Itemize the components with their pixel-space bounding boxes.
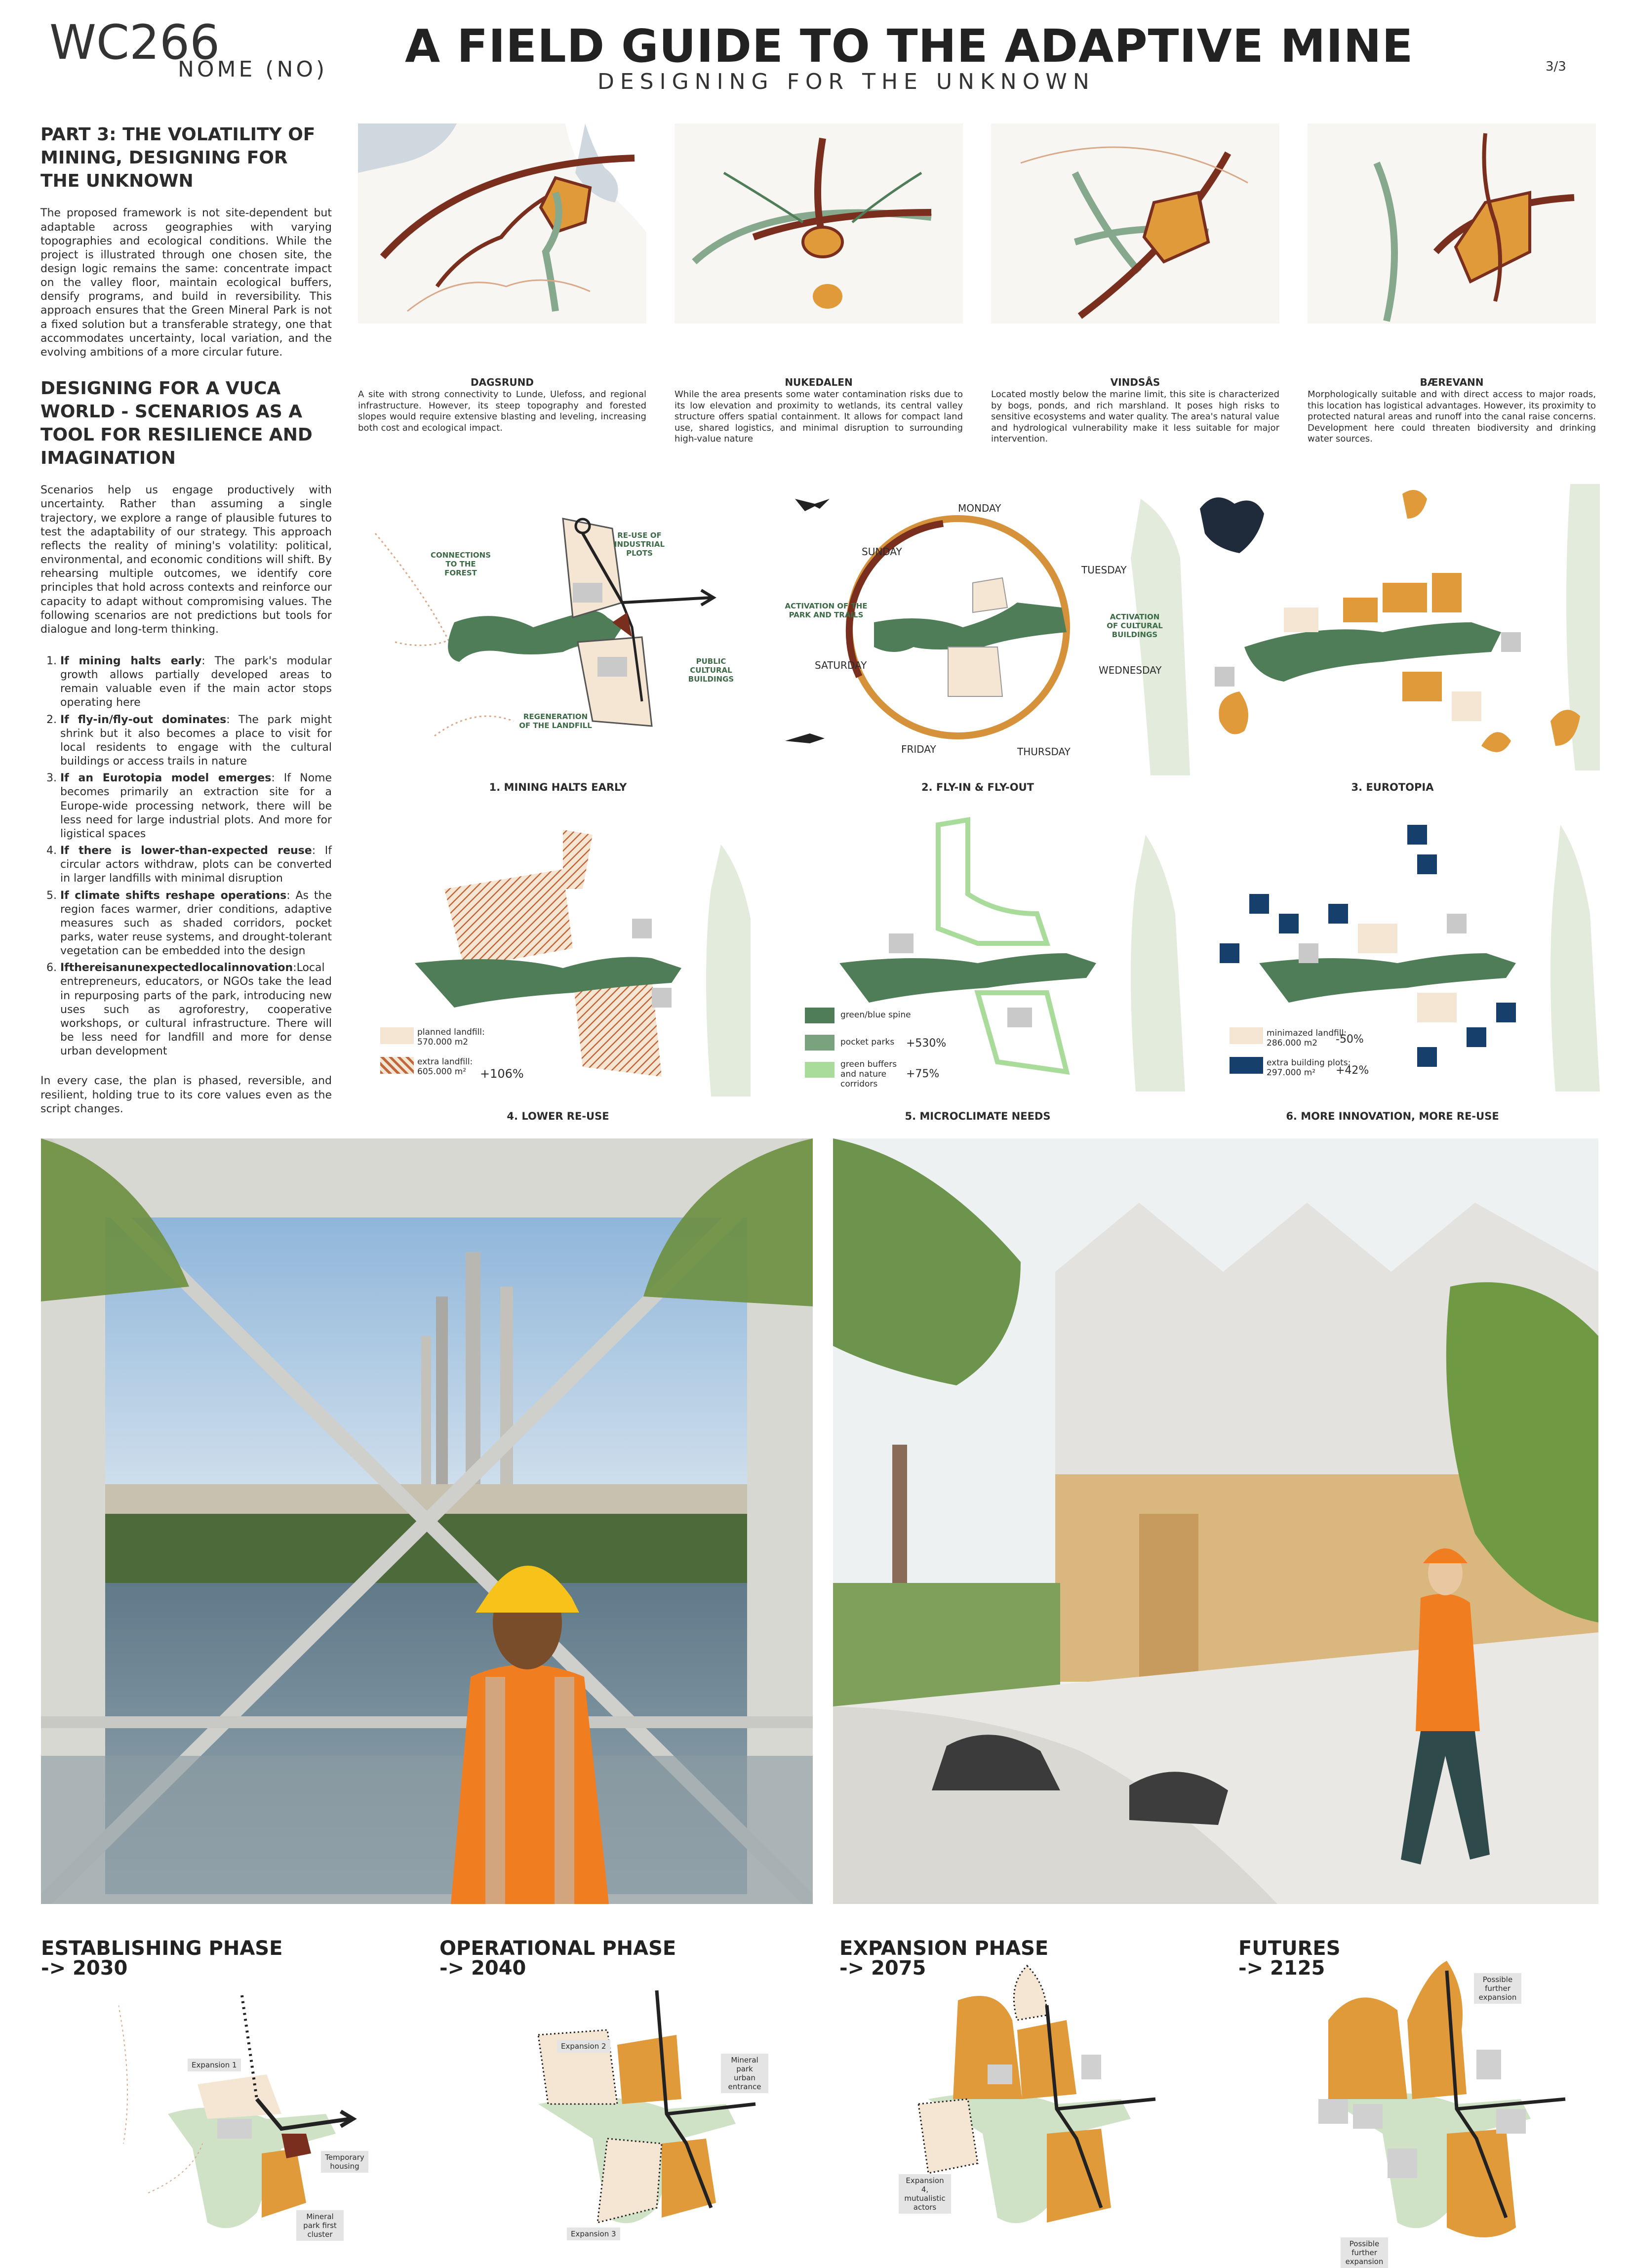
page-title: A FIELD GUIDE TO THE ADAPTIVE MINE <box>405 20 1414 73</box>
site-map-nukedalen <box>675 123 963 324</box>
legend-extra-plots: extra building plots: 297.000 m² <box>1267 1058 1351 1078</box>
legend-planned-landfill: planned landfill: 570.000 m2 <box>417 1027 485 1047</box>
phase-2-label-expansion2: Expansion 2 <box>557 2040 610 2053</box>
legend-swatch-buffers <box>805 1062 834 1078</box>
day-wednesday: WEDNESDAY <box>1099 664 1162 676</box>
scenario-3-diagram <box>1195 484 1600 770</box>
scenario-3-label: 3. EUROTOPIA <box>1351 781 1434 793</box>
phase-4-diagram <box>1299 1951 1605 2257</box>
site-desc-vindsas: Located mostly below the marine limit, this site is characterized by bogs, ponds, and rich marshland. It poses high risks to sensitive ecosystems and water quality. The area's natural value and hydrological vulnerability make it less suitable for major intervention. <box>991 389 1279 444</box>
phase-2-diagram <box>518 1976 795 2257</box>
phase-2-title: OPERATIONAL PHASE -> 2040 <box>439 1937 676 1980</box>
list-item: 1. If mining halts early: The park's modular growth allows partially developed areas to remain valuable even if the main actor stops operating here <box>60 654 332 710</box>
legend-swatch-planned <box>380 1027 414 1044</box>
scenario-4-diagram <box>375 820 751 1096</box>
scenario-list <box>40 654 332 1058</box>
legend-buffers: green buffers and nature corridors <box>840 1059 897 1089</box>
day-tuesday: TUESDAY <box>1081 564 1127 576</box>
s2-annotation-cultural: ACTIVATION OF CULTURAL BUILDINGS <box>1107 612 1163 639</box>
phase-4-label-expansion-south: Possible further expansion <box>1341 2237 1388 2268</box>
legend-swatch-extra <box>380 1057 414 1074</box>
render-workshop-building <box>833 1138 1598 1904</box>
phase-3-label-expansion4: Expansion 4, mutualistic actors <box>899 2174 951 2214</box>
day-sunday: SUNDAY <box>862 546 902 558</box>
scenario-5-label: 5. MICROCLIMATE NEEDS <box>905 1110 1051 1122</box>
part-heading: PART 3: THE VOLATILITY OF MINING, DESIGNING FOR THE UNKNOWN <box>40 124 316 191</box>
site-title-dagsrund: DAGSRUND <box>471 376 534 388</box>
day-thursday: THURSDAY <box>1017 746 1071 758</box>
phase-2-label-expansion3: Expansion 3 <box>567 2228 620 2240</box>
scenario-2-label: 2. FLY-IN & FLY-OUT <box>921 781 1034 793</box>
list-item: 5. If climate shifts reshape operations: As the region faces warmer, drier conditions, adaptive measures such as shaded corridors, pocket parks, water reuse systems, and drought-tolerant vegetation can be embedded into the design <box>60 889 332 959</box>
page-number: 3/3 <box>1546 59 1566 74</box>
legend-swatch-spine <box>805 1008 834 1023</box>
scenario-5-diagram <box>790 815 1185 1092</box>
s1-annotation-cultural: PUBLIC CULTURAL BUILDINGS <box>688 657 734 684</box>
scenario-4-label: 4. LOWER RE-USE <box>507 1110 609 1122</box>
legend-swatch-extra-plots <box>1230 1057 1263 1074</box>
phase-1-label-expansion: Expansion 1 <box>188 2059 241 2071</box>
legend-spine: green/blue spine <box>840 1010 911 1020</box>
day-monday: MONDAY <box>958 502 1001 514</box>
site-desc-baerevann: Morphologically suitable and with direct access to major roads, this location has logistical advantages. However, its proximity to protected natural areas and runoff into the canal raise concerns. Development here could threaten biodiversity and drinking water sources. <box>1308 389 1596 444</box>
closing-paragraph: In every case, the plan is phased, reversible, and resilient, holding true to its core values even as the script changes. <box>40 1075 332 1115</box>
phase-4-label-expansion-north: Possible further expansion <box>1474 1973 1521 2004</box>
project-location: NOME (NO) <box>178 57 328 82</box>
scenario-6-diagram <box>1200 815 1600 1092</box>
scenario-6-label: 6. MORE INNOVATION, MORE RE-USE <box>1286 1110 1499 1122</box>
day-friday: FRIDAY <box>901 743 936 755</box>
site-map-dagsrund <box>358 123 646 324</box>
scenario-1-label: 1. MINING HALTS EARLY <box>489 781 627 793</box>
site-map-vindsas <box>991 123 1279 324</box>
list-item: 2. If fly-in/fly-out dominates: The park might shrink but it also becomes a place to visit for local residents to engage with the cultural buildings or access trails in nature <box>60 713 332 769</box>
vuca-heading: DESIGNING FOR A VUCA WORLD - SCENARIOS AS A TOOL FOR RESILIENCE AND IMAGINATION <box>40 378 313 468</box>
project-code: WC266 <box>49 15 220 70</box>
day-saturday: SATURDAY <box>815 659 867 671</box>
phase-2-label-entrance: Mineral park urban entrance <box>721 2054 768 2093</box>
legend-extra-plots-pct: +42% <box>1336 1064 1369 1077</box>
render-worker-overlook <box>41 1138 813 1904</box>
legend-extra-landfill: extra landfill: 605.000 m² <box>417 1057 473 1077</box>
vuca-paragraph: Scenarios help us engage productively with uncertainty. Rather than assuming a single trajectory, we explore a range of plausible futures to test the adaptability of our strategy. This approach reflects the reality of mining's volatility: political, environmental, and economic conditions will shift. By rehearsing multiple outcomes, we identify core principles that hold across contexts and reinforce our capacity to adapt without compromising values. The following scenarios are not predictions but tools for dialogue and long-term thinking. <box>40 484 332 636</box>
s1-annotation-landfill: REGENERATION OF THE LANDFILL <box>519 712 592 730</box>
page-subtitle: DESIGNING FOR THE UNKNOWN <box>597 69 1095 94</box>
site-desc-nukedalen: While the area presents some water contamination risks due to its low elevation and proximity to wetlands, its central valley structure offers spatial containment. It allows for compact land use, shared logistics, and minimal disruption to surrounding high-value nature <box>675 389 963 444</box>
phase-1-title: ESTABLISHING PHASE -> 2030 <box>41 1937 283 1980</box>
legend-extra-pct: +106% <box>480 1067 524 1081</box>
text-column <box>40 123 332 1116</box>
s2-annotation-park: ACTIVATION OF THE PARK AND TRAILS <box>785 602 868 619</box>
s1-annotation-industrial: RE-USE OF INDUSTRIAL PLOTS <box>614 531 665 558</box>
site-title-baerevann: BÆREVANN <box>1420 376 1484 388</box>
phase-1-label-cluster: Mineral park first cluster <box>296 2210 344 2241</box>
phase-4-title: FUTURES -> 2125 <box>1238 1937 1341 1980</box>
s1-annotation-forest: CONNECTIONS TO THE FOREST <box>430 551 491 577</box>
site-title-vindsas: VINDSÅS <box>1110 376 1160 388</box>
site-title-nukedalen: NUKEDALEN <box>785 376 853 388</box>
legend-minimized-landfill: minimazed landfill: 286.000 m2 <box>1267 1028 1347 1048</box>
legend-swatch-pocket <box>805 1035 834 1051</box>
list-item: 4. If there is lower-than-expected reuse: If circular actors withdraw, plots can be converted in larger landfills with minimal disruption <box>60 844 332 886</box>
legend-pocket-parks: pocket parks <box>840 1037 895 1047</box>
site-map-baerevann <box>1308 123 1596 324</box>
legend-minimized-pct: -50% <box>1336 1033 1364 1046</box>
phase-3-title: EXPANSION PHASE -> 2075 <box>839 1937 1049 1980</box>
legend-buffers-pct: +75% <box>906 1068 940 1080</box>
site-desc-dagsrund: A site with strong connectivity to Lunde, Ulefoss, and regional infrastructure. However, its steep topography and forested slopes would require extensive blasting and leveling, increasing both cost and ecological impact. <box>358 389 646 433</box>
legend-pocket-pct: +530% <box>906 1037 947 1050</box>
part-paragraph: The proposed framework is not site-dependent but adaptable across geographies with varying topographies and ecological conditions. While the project is illustrated through one chosen site, the design logic remains the same: concentrate impact on the valley floor, maintain ecological buffers, densify programs, and build in reversibility. This approach ensures that the Green Mineral Park is not a fixed solution but a transferable strategy, one that accommodates uncertainty, local variation, and the evolving ambitions of a more circular future. <box>40 207 332 359</box>
legend-swatch-minimized <box>1230 1027 1263 1044</box>
phase-1-label-housing: Temporary housing <box>321 2151 368 2173</box>
list-item: 3. If an Eurotopia model emerges: If Nome becomes primarily an extraction site for a Europe-wide processing network, there will be less need for large industrial plots. And more for ligistical spaces <box>60 771 332 841</box>
list-item: 6. Ifthereisanunexpectedlocalinnovation:Local entrepreneurs, educators, or NGOs take the lead in repurposing parts of the park, introducing new uses such as agroforestry, cooperative workshops, or cultural infrastructure. There will be less need for landfill and more for dense urban development <box>60 961 332 1058</box>
phase-1-diagram <box>119 1985 395 2262</box>
